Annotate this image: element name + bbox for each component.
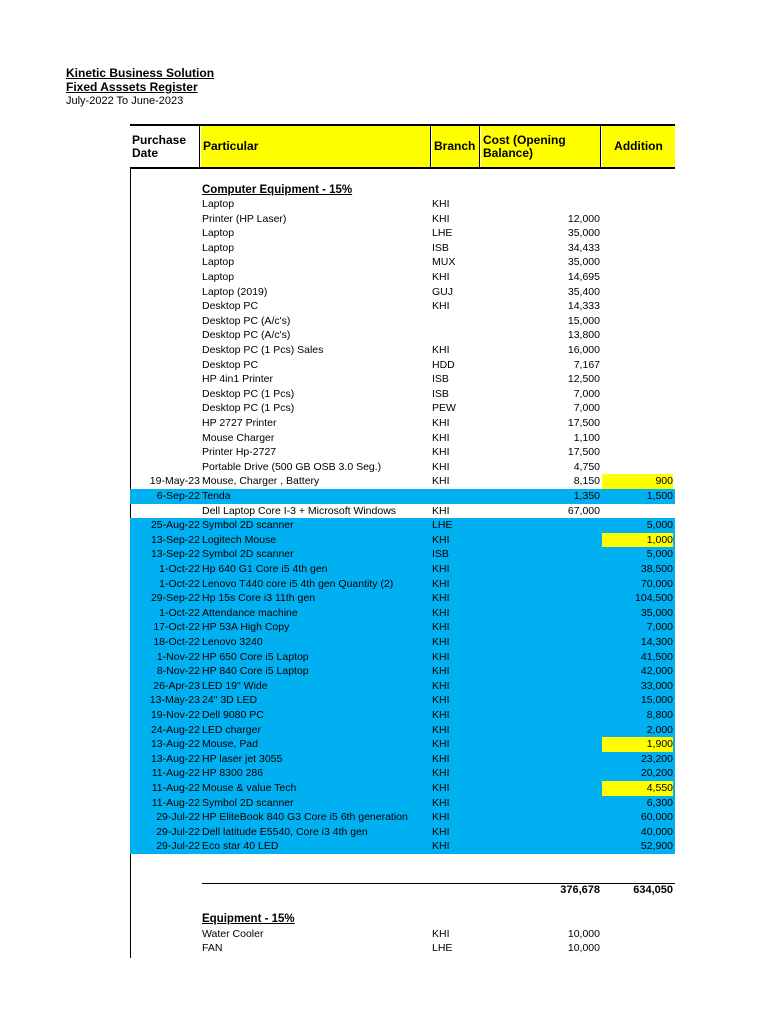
addition-cell[interactable] <box>602 212 673 227</box>
particular-cell[interactable]: Printer Hp-2727 <box>202 446 277 459</box>
table-row[interactable] <box>130 343 675 358</box>
cost-cell[interactable]: 10,000 <box>567 942 600 955</box>
purchase-date-cell[interactable] <box>130 314 200 329</box>
branch-cell[interactable]: KHI <box>432 417 450 429</box>
cost-cell[interactable]: 15,000 <box>567 314 600 327</box>
particular-cell[interactable]: LED charger <box>202 723 261 736</box>
particular-cell[interactable]: Laptop <box>202 198 235 210</box>
branch-cell[interactable]: KHI <box>432 723 450 736</box>
purchase-date-cell[interactable] <box>130 226 200 241</box>
particular-cell[interactable]: Laptop <box>202 227 235 240</box>
particular-cell[interactable]: Symbol 2D scanner <box>202 519 294 532</box>
branch-cell[interactable]: KHI <box>432 752 450 765</box>
table-row[interactable] <box>130 723 675 738</box>
particular-cell[interactable]: Desktop PC (A/c's) <box>202 314 291 327</box>
branch-cell[interactable]: GUJ <box>432 285 453 298</box>
cost-cell[interactable] <box>481 518 600 533</box>
addition-cell[interactable]: 2,000 <box>646 723 673 736</box>
purchase-date-cell[interactable] <box>130 328 200 343</box>
cost-cell[interactable]: 14,333 <box>567 300 600 313</box>
cost-cell[interactable]: 1,100 <box>573 431 600 444</box>
branch-cell[interactable]: ISB <box>432 373 449 386</box>
branch-cell[interactable]: KHI <box>432 679 450 692</box>
cost-cell[interactable] <box>481 606 600 621</box>
purchase-date-cell[interactable] <box>130 445 200 460</box>
branch-cell[interactable]: KHI <box>432 606 450 619</box>
table-row[interactable] <box>130 255 675 270</box>
branch-cell[interactable]: KHI <box>432 504 450 517</box>
table-row[interactable] <box>130 533 675 548</box>
column-header-branch[interactable]: Branch <box>432 126 480 167</box>
branch-cell[interactable]: KHI <box>432 840 450 853</box>
purchase-date-cell[interactable]: 13-May-23 <box>149 694 200 707</box>
addition-cell[interactable]: 40,000 <box>640 825 673 838</box>
table-row[interactable] <box>130 577 675 592</box>
particular-cell[interactable]: Mouse Charger <box>202 431 275 444</box>
cost-cell[interactable]: 12,500 <box>567 373 600 386</box>
purchase-date-cell[interactable]: 1-Oct-22 <box>159 577 200 590</box>
purchase-date-cell[interactable] <box>130 941 200 956</box>
addition-cell[interactable] <box>602 343 673 358</box>
total-addition: 634,050 <box>633 884 673 896</box>
addition-cell[interactable] <box>602 941 673 956</box>
branch-cell[interactable]: KHI <box>432 271 450 283</box>
addition-cell[interactable] <box>602 197 673 212</box>
particular-cell[interactable]: Desktop PC (A/c's) <box>202 329 291 342</box>
branch-cell[interactable]: ISB <box>432 241 449 254</box>
addition-cell[interactable]: 900 <box>602 474 673 489</box>
purchase-date-cell[interactable] <box>130 285 200 300</box>
table-row[interactable] <box>130 504 675 519</box>
particular-cell[interactable]: Symbol 2D scanner <box>202 796 294 809</box>
table-row[interactable] <box>130 299 675 314</box>
particular-cell[interactable]: HP EliteBook 840 G3 Core i5 6th generation <box>202 811 408 824</box>
particular-cell[interactable]: Dell 9080 PC <box>202 709 264 721</box>
branch-cell[interactable]: KHI <box>432 811 450 824</box>
table-row[interactable] <box>130 358 675 373</box>
particular-cell[interactable]: Hp 15s Core i3 11th gen <box>202 592 316 605</box>
cost-cell[interactable] <box>481 766 600 781</box>
particular-cell[interactable]: Desktop PC (1 Pcs) <box>202 402 295 415</box>
purchase-date-cell[interactable] <box>130 299 200 314</box>
table-row[interactable] <box>130 752 675 767</box>
particular-cell[interactable]: HP 4in1 Printer <box>202 373 274 386</box>
branch-cell[interactable]: PEW <box>432 402 456 415</box>
particular-cell[interactable]: Lenovo T440 core i5 4th gen Quantity (2) <box>202 577 394 590</box>
table-row[interactable] <box>130 650 675 665</box>
addition-cell[interactable]: 104,500 <box>635 592 673 605</box>
cost-cell[interactable] <box>481 533 600 548</box>
purchase-date-cell[interactable]: 29-Jul-22 <box>156 840 200 853</box>
purchase-date-cell[interactable] <box>130 401 200 416</box>
addition-cell[interactable] <box>602 241 673 256</box>
branch-cell[interactable]: KHI <box>432 782 450 794</box>
purchase-date-cell[interactable] <box>130 255 200 270</box>
particular-cell[interactable]: FAN <box>202 942 223 955</box>
branch-cell[interactable]: KHI <box>432 650 450 663</box>
cost-cell[interactable] <box>481 723 600 738</box>
cost-cell[interactable] <box>481 781 600 796</box>
cost-cell[interactable]: 4,750 <box>573 460 600 473</box>
purchase-date-cell[interactable]: 29-Jul-22 <box>156 811 200 824</box>
purchase-date-cell[interactable]: 13-Sep-22 <box>150 548 200 561</box>
purchase-date-cell[interactable]: 19-Nov-22 <box>150 709 200 721</box>
column-header-purchase-date[interactable]: Purchase Date <box>130 126 200 167</box>
addition-cell[interactable] <box>602 314 673 329</box>
purchase-date-cell[interactable]: 1-Nov-22 <box>156 650 200 663</box>
column-header-particular[interactable]: Particular <box>201 126 431 167</box>
cost-cell[interactable] <box>481 547 600 562</box>
particular-cell[interactable]: Symbol 2D scanner <box>202 548 294 561</box>
cost-cell[interactable]: 7,000 <box>573 402 600 415</box>
cost-cell[interactable]: 17,500 <box>567 446 600 459</box>
cost-cell[interactable]: 14,695 <box>567 271 600 283</box>
particular-cell[interactable]: Logitech Mouse <box>202 533 277 546</box>
branch-cell[interactable]: KHI <box>432 460 450 473</box>
purchase-date-cell[interactable] <box>130 387 200 402</box>
table-row[interactable] <box>130 606 675 621</box>
addition-cell[interactable] <box>602 358 673 373</box>
cost-cell[interactable] <box>481 825 600 840</box>
cost-cell[interactable]: 10,000 <box>567 927 600 940</box>
table-row[interactable] <box>130 285 675 300</box>
table-row[interactable] <box>130 314 675 329</box>
addition-cell[interactable]: 33,000 <box>640 679 673 692</box>
cost-cell[interactable] <box>481 577 600 592</box>
branch-cell[interactable]: KHI <box>432 592 450 605</box>
branch-cell[interactable]: KHI <box>432 344 450 356</box>
purchase-date-cell[interactable] <box>130 197 200 212</box>
cost-cell[interactable]: 7,000 <box>573 387 600 400</box>
branch-cell[interactable]: KHI <box>432 665 450 678</box>
purchase-date-cell[interactable]: 29-Sep-22 <box>150 592 200 605</box>
addition-cell[interactable] <box>602 226 673 241</box>
addition-cell[interactable]: 42,000 <box>640 665 673 678</box>
particular-cell[interactable]: Desktop PC (1 Pcs) Sales <box>202 344 324 356</box>
purchase-date-cell[interactable] <box>130 343 200 358</box>
table-row[interactable] <box>130 825 675 840</box>
addition-cell[interactable] <box>602 255 673 270</box>
particular-cell[interactable]: Dell latitude E5540, Core i3 4th gen <box>202 825 368 838</box>
cost-cell[interactable] <box>481 664 600 679</box>
purchase-date-cell[interactable]: 13-Aug-22 <box>150 752 200 765</box>
branch-cell[interactable]: KHI <box>432 577 450 590</box>
addition-cell[interactable]: 15,000 <box>640 694 673 707</box>
table-row[interactable] <box>130 431 675 446</box>
particular-cell[interactable]: Portable Drive (500 GB OSB 3.0 Seg.) <box>202 460 382 473</box>
branch-cell[interactable]: MUX <box>432 256 456 269</box>
addition-cell[interactable]: 1,900 <box>602 737 673 752</box>
cost-cell[interactable]: 17,500 <box>567 417 600 429</box>
table-row[interactable] <box>130 796 675 811</box>
purchase-date-cell[interactable] <box>130 358 200 373</box>
addition-cell[interactable]: 14,300 <box>640 636 673 648</box>
cost-cell[interactable] <box>481 708 600 723</box>
particular-cell[interactable]: Laptop (2019) <box>202 285 268 298</box>
addition-cell[interactable]: 6,300 <box>646 796 673 809</box>
particular-cell[interactable]: Attendance machine <box>202 606 298 619</box>
purchase-date-cell[interactable] <box>130 927 200 942</box>
branch-cell[interactable]: KHI <box>432 825 450 838</box>
table-row[interactable] <box>130 226 675 241</box>
particular-cell[interactable]: HP laser jet 3055 <box>202 752 283 765</box>
branch-cell[interactable]: KHI <box>432 475 450 488</box>
branch-cell[interactable]: KHI <box>432 636 450 648</box>
addition-cell[interactable]: 5,000 <box>646 548 673 561</box>
branch-cell[interactable] <box>432 328 480 343</box>
purchase-date-cell[interactable] <box>130 212 200 227</box>
addition-cell[interactable]: 5,000 <box>646 519 673 532</box>
addition-cell[interactable] <box>602 328 673 343</box>
branch-cell[interactable]: KHI <box>432 621 450 634</box>
branch-cell[interactable]: KHI <box>432 796 450 809</box>
purchase-date-cell[interactable]: 11-Aug-22 <box>151 796 200 809</box>
cost-cell[interactable] <box>481 693 600 708</box>
purchase-date-cell[interactable]: 29-Jul-22 <box>156 825 200 838</box>
addition-cell[interactable]: 1,000 <box>602 533 673 548</box>
section-title-equipment: Equipment - 15% <box>202 913 295 925</box>
table-row[interactable] <box>130 474 675 489</box>
purchase-date-cell[interactable]: 19-May-23 <box>149 475 200 488</box>
branch-cell[interactable]: KHI <box>432 300 450 313</box>
table-row[interactable] <box>130 489 675 504</box>
particular-cell[interactable]: Mouse & value Tech <box>202 782 297 794</box>
cost-cell[interactable]: 67,000 <box>567 504 600 517</box>
addition-cell[interactable]: 60,000 <box>640 811 673 824</box>
cost-cell[interactable]: 16,000 <box>567 344 600 356</box>
addition-cell[interactable]: 1,500 <box>646 490 673 502</box>
table-row[interactable] <box>130 766 675 781</box>
addition-cell[interactable] <box>602 927 673 942</box>
table-row[interactable] <box>130 591 675 606</box>
cost-cell[interactable] <box>481 839 600 854</box>
cost-cell[interactable] <box>481 197 600 212</box>
cost-cell[interactable]: 1,350 <box>573 490 600 502</box>
branch-cell[interactable]: KHI <box>432 533 450 546</box>
table-row[interactable] <box>130 212 675 227</box>
cost-cell[interactable]: 12,000 <box>567 212 600 225</box>
addition-cell[interactable] <box>602 387 673 402</box>
column-header-cost[interactable]: Cost (Opening Balance) <box>481 126 601 167</box>
branch-cell[interactable]: KHI <box>432 767 450 780</box>
addition-cell[interactable]: 52,900 <box>640 840 673 853</box>
column-header-row <box>130 124 675 169</box>
particular-cell[interactable]: Desktop PC (1 Pcs) <box>202 387 295 400</box>
cost-cell[interactable]: 35,400 <box>567 285 600 298</box>
branch-cell[interactable]: LHE <box>432 942 453 955</box>
total-row <box>130 883 675 897</box>
particular-cell[interactable]: LED 19" Wide <box>202 679 268 692</box>
cost-cell[interactable] <box>481 635 600 650</box>
purchase-date-cell[interactable]: 8-Nov-22 <box>156 665 200 678</box>
branch-cell[interactable]: KHI <box>432 694 450 707</box>
purchase-date-cell[interactable]: 13-Aug-22 <box>150 738 200 751</box>
addition-cell[interactable] <box>602 504 673 519</box>
particular-cell[interactable]: 24" 3D LED <box>202 694 258 707</box>
particular-cell[interactable]: HP 840 Core i5 Laptop <box>202 665 309 678</box>
table-row[interactable] <box>130 387 675 402</box>
branch-cell[interactable]: ISB <box>432 387 449 400</box>
purchase-date-cell[interactable]: 25-Aug-22 <box>150 519 200 532</box>
purchase-date-cell[interactable]: 26-Apr-23 <box>153 679 200 692</box>
purchase-date-cell[interactable] <box>130 416 200 431</box>
branch-cell[interactable]: KHI <box>432 563 450 575</box>
purchase-date-cell[interactable]: 13-Sep-22 <box>150 533 200 546</box>
table-row[interactable] <box>130 839 675 854</box>
purchase-date-cell[interactable]: 1-Oct-22 <box>159 563 200 575</box>
branch-cell[interactable] <box>432 314 480 329</box>
cost-cell[interactable]: 35,000 <box>567 256 600 269</box>
particular-cell[interactable]: Water Cooler <box>202 927 264 940</box>
company-name: Kinetic Business Solution <box>66 66 215 80</box>
total-cost: 376,678 <box>560 884 600 896</box>
addition-cell[interactable] <box>602 431 673 446</box>
addition-cell[interactable]: 41,500 <box>640 650 673 663</box>
cost-cell[interactable] <box>481 591 600 606</box>
purchase-date-cell[interactable] <box>130 460 200 475</box>
cost-cell[interactable] <box>481 796 600 811</box>
addition-cell[interactable] <box>602 270 673 285</box>
branch-cell[interactable]: LHE <box>432 227 453 240</box>
addition-cell[interactable] <box>602 445 673 460</box>
particular-cell[interactable]: Desktop PC <box>202 300 259 313</box>
table-row[interactable] <box>130 197 675 212</box>
particular-cell[interactable]: Printer (HP Laser) <box>202 212 287 225</box>
table-row[interactable] <box>130 372 675 387</box>
particular-cell[interactable]: HP 8300 286 <box>202 767 264 780</box>
table-row[interactable] <box>130 241 675 256</box>
particular-cell[interactable]: Hp 640 G1 Core i5 4th gen <box>202 563 328 575</box>
addition-cell[interactable] <box>602 299 673 314</box>
purchase-date-cell[interactable]: 11-Aug-22 <box>151 767 200 780</box>
purchase-date-cell[interactable]: 18-Oct-22 <box>153 636 200 648</box>
table-row[interactable] <box>130 620 675 635</box>
purchase-date-cell[interactable] <box>130 372 200 387</box>
addition-cell[interactable] <box>602 372 673 387</box>
branch-cell[interactable]: KHI <box>432 927 450 940</box>
branch-cell[interactable]: KHI <box>432 446 450 459</box>
branch-cell[interactable]: KHI <box>432 198 450 210</box>
section-title-computer-equipment: Computer Equipment - 15% <box>202 184 353 196</box>
cost-cell[interactable]: 8,150 <box>573 475 600 488</box>
cost-cell[interactable] <box>481 562 600 577</box>
particular-cell[interactable]: HP 53A High Copy <box>202 621 290 634</box>
addition-cell[interactable] <box>602 285 673 300</box>
addition-cell[interactable]: 23,200 <box>640 752 673 765</box>
table-row[interactable] <box>130 635 675 650</box>
table-row[interactable] <box>130 270 675 285</box>
particular-cell[interactable]: Desktop PC <box>202 358 259 371</box>
purchase-date-cell[interactable]: 6-Sep-22 <box>156 490 200 502</box>
particular-cell[interactable]: HP 2727 Printer <box>202 417 277 429</box>
cost-cell[interactable] <box>481 810 600 825</box>
cost-cell[interactable] <box>481 679 600 694</box>
purchase-date-cell[interactable] <box>130 270 200 285</box>
column-header-addition[interactable]: Addition <box>602 126 675 167</box>
addition-cell[interactable]: 35,000 <box>640 606 673 619</box>
table-row[interactable] <box>130 708 675 723</box>
cost-cell[interactable] <box>481 650 600 665</box>
addition-cell[interactable] <box>602 416 673 431</box>
cost-cell[interactable] <box>481 737 600 752</box>
purchase-date-cell[interactable] <box>130 504 200 519</box>
addition-cell[interactable]: 8,800 <box>646 709 673 721</box>
table-row[interactable] <box>130 518 675 533</box>
branch-cell[interactable]: KHI <box>432 738 450 751</box>
table-row[interactable] <box>130 445 675 460</box>
table-row[interactable] <box>130 562 675 577</box>
purchase-date-cell[interactable] <box>130 431 200 446</box>
purchase-date-cell[interactable]: 17-Oct-22 <box>153 621 200 634</box>
particular-cell[interactable]: Lenovo 3240 <box>202 636 263 648</box>
table-row[interactable] <box>130 693 675 708</box>
period-label: July-2022 To June-2023 <box>66 95 184 107</box>
addition-cell[interactable] <box>602 401 673 416</box>
table-row[interactable] <box>130 547 675 562</box>
particular-cell[interactable]: HP 650 Core i5 Laptop <box>202 650 309 663</box>
branch-cell[interactable]: KHI <box>432 212 450 225</box>
table-row[interactable] <box>130 810 675 825</box>
addition-cell[interactable]: 38,500 <box>640 563 673 575</box>
table-row[interactable] <box>130 737 675 752</box>
table-row[interactable] <box>130 941 675 956</box>
cost-cell[interactable] <box>481 752 600 767</box>
particular-cell[interactable]: Dell Laptop Core I-3 + Microsoft Windows <box>202 504 397 517</box>
branch-cell[interactable]: HDD <box>432 358 455 371</box>
purchase-date-cell[interactable]: 1-Oct-22 <box>159 606 200 619</box>
addition-cell[interactable]: 20,200 <box>640 767 673 780</box>
table-row[interactable] <box>130 927 675 942</box>
purchase-date-cell[interactable]: 24-Aug-22 <box>150 723 200 736</box>
particular-cell[interactable]: Eco star 40 LED <box>202 840 279 853</box>
cost-cell[interactable]: 34,433 <box>567 241 600 254</box>
table-row[interactable] <box>130 664 675 679</box>
branch-cell[interactable]: ISB <box>432 548 449 561</box>
cost-cell[interactable]: 7,167 <box>573 358 600 371</box>
addition-cell[interactable]: 4,550 <box>602 781 673 796</box>
addition-cell[interactable] <box>602 460 673 475</box>
table-row[interactable] <box>130 416 675 431</box>
table-row[interactable] <box>130 781 675 796</box>
branch-cell[interactable]: KHI <box>432 709 450 721</box>
branch-cell[interactable]: KHI <box>432 431 450 444</box>
cost-cell[interactable]: 35,000 <box>567 227 600 240</box>
particular-cell[interactable]: Laptop <box>202 241 235 254</box>
addition-cell[interactable]: 7,000 <box>646 621 673 634</box>
register-title: Fixed Asssets Register <box>66 80 198 94</box>
branch-cell[interactable] <box>432 489 480 504</box>
purchase-date-cell[interactable]: 11-Aug-22 <box>151 782 200 794</box>
table-row[interactable] <box>130 460 675 475</box>
particular-cell[interactable]: Laptop <box>202 256 235 269</box>
table-row[interactable] <box>130 401 675 416</box>
particular-cell[interactable]: Mouse, Pad <box>202 738 259 751</box>
particular-cell[interactable]: Mouse, Charger , Battery <box>202 475 320 488</box>
table-row[interactable] <box>130 328 675 343</box>
addition-cell[interactable]: 70,000 <box>640 577 673 590</box>
particular-cell[interactable]: Tenda <box>202 490 231 502</box>
particular-cell[interactable]: Laptop <box>202 271 235 283</box>
purchase-date-cell[interactable] <box>130 241 200 256</box>
branch-cell[interactable]: LHE <box>432 519 453 532</box>
cost-cell[interactable]: 13,800 <box>567 329 600 342</box>
cost-cell[interactable] <box>481 620 600 635</box>
table-row[interactable] <box>130 679 675 694</box>
